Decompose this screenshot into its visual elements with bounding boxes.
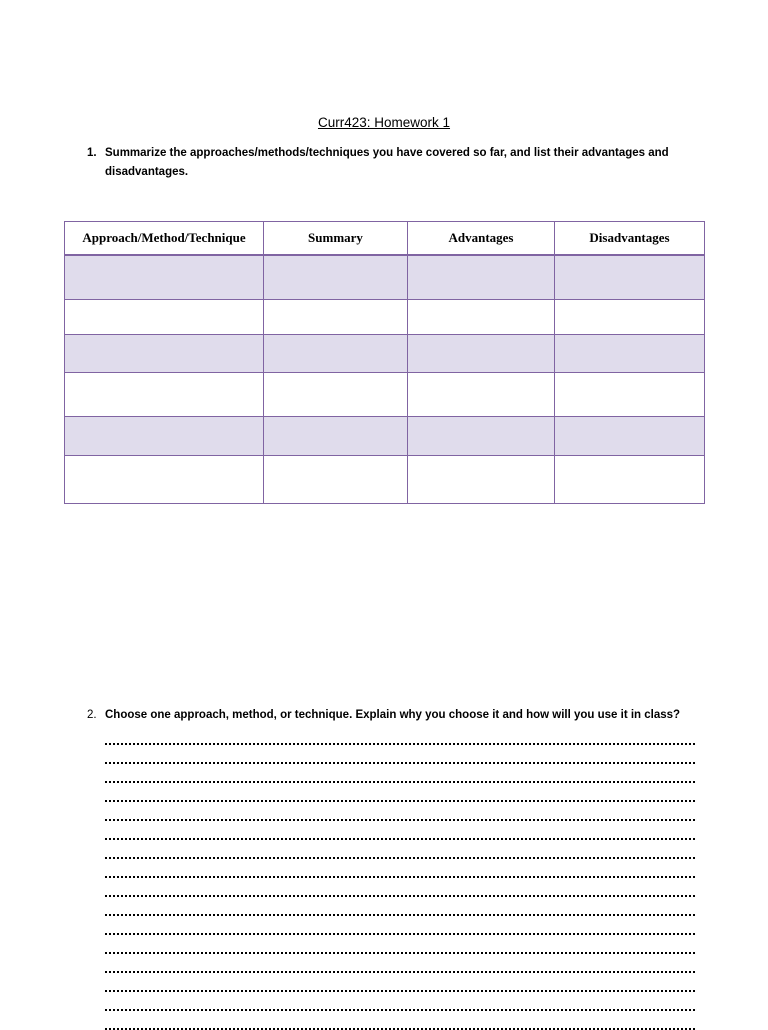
summary-table: [64, 221, 705, 504]
table-row: [65, 372, 705, 416]
header-summary: Summary: [264, 222, 408, 256]
question-2-number: 2.: [87, 709, 97, 721]
question-1: [87, 144, 707, 182]
table-cell[interactable]: [555, 455, 705, 503]
table-cell[interactable]: [408, 372, 555, 416]
table-row: [65, 455, 705, 503]
table-cell[interactable]: [65, 455, 264, 503]
table-cell[interactable]: [264, 255, 408, 299]
table-header-row: [65, 222, 705, 256]
header-advantages: Advantages: [408, 222, 555, 256]
answer-line[interactable]: [105, 935, 695, 954]
table-row: [65, 334, 705, 372]
answer-line[interactable]: [105, 783, 695, 802]
answer-line[interactable]: [105, 764, 695, 783]
table-row: [65, 255, 705, 299]
answer-line[interactable]: [105, 878, 695, 897]
answer-line[interactable]: [105, 726, 695, 745]
answer-line[interactable]: [105, 745, 695, 764]
page-title: Curr423: Homework 1: [317, 115, 451, 130]
answer-line[interactable]: [105, 973, 695, 992]
answer-line[interactable]: [105, 992, 695, 1011]
table-cell[interactable]: [408, 255, 555, 299]
table-cell[interactable]: [65, 255, 264, 299]
question-2-text: Choose one approach, method, or technique. Explain why you choose it and how will you use it in class?: [105, 709, 681, 721]
table-cell[interactable]: [264, 299, 408, 334]
table-cell[interactable]: [408, 416, 555, 455]
table-cell[interactable]: [65, 299, 264, 334]
header-disadvantages: Disadvantages: [555, 222, 705, 256]
answer-line[interactable]: [105, 840, 695, 859]
table-cell[interactable]: [408, 455, 555, 503]
table-cell[interactable]: [555, 255, 705, 299]
answer-line[interactable]: [105, 1011, 695, 1030]
table-cell[interactable]: [555, 334, 705, 372]
table-cell[interactable]: [264, 416, 408, 455]
header-approach: Approach/Method/Technique: [65, 222, 264, 256]
answer-line[interactable]: [105, 954, 695, 973]
answer-line[interactable]: [105, 802, 695, 821]
table-cell[interactable]: [408, 334, 555, 372]
table-row: [65, 416, 705, 455]
question-1-number: 1.: [87, 147, 97, 159]
question-2: [87, 706, 707, 725]
answer-line[interactable]: [105, 821, 695, 840]
table-cell[interactable]: [65, 372, 264, 416]
answer-line[interactable]: [105, 916, 695, 935]
answer-area: [105, 726, 695, 1030]
question-1-text: Summarize the approaches/methods/techniques you have covered so far, and list their advantages and disadvantages.: [105, 147, 669, 178]
table-cell[interactable]: [555, 416, 705, 455]
table-cell[interactable]: [65, 416, 264, 455]
answer-line[interactable]: [105, 897, 695, 916]
table-cell[interactable]: [65, 334, 264, 372]
answer-line[interactable]: [105, 859, 695, 878]
table-cell[interactable]: [555, 372, 705, 416]
table-cell[interactable]: [408, 299, 555, 334]
table-cell[interactable]: [264, 334, 408, 372]
table-cell[interactable]: [555, 299, 705, 334]
table-cell[interactable]: [264, 455, 408, 503]
table-cell[interactable]: [264, 372, 408, 416]
table-row: [65, 299, 705, 334]
